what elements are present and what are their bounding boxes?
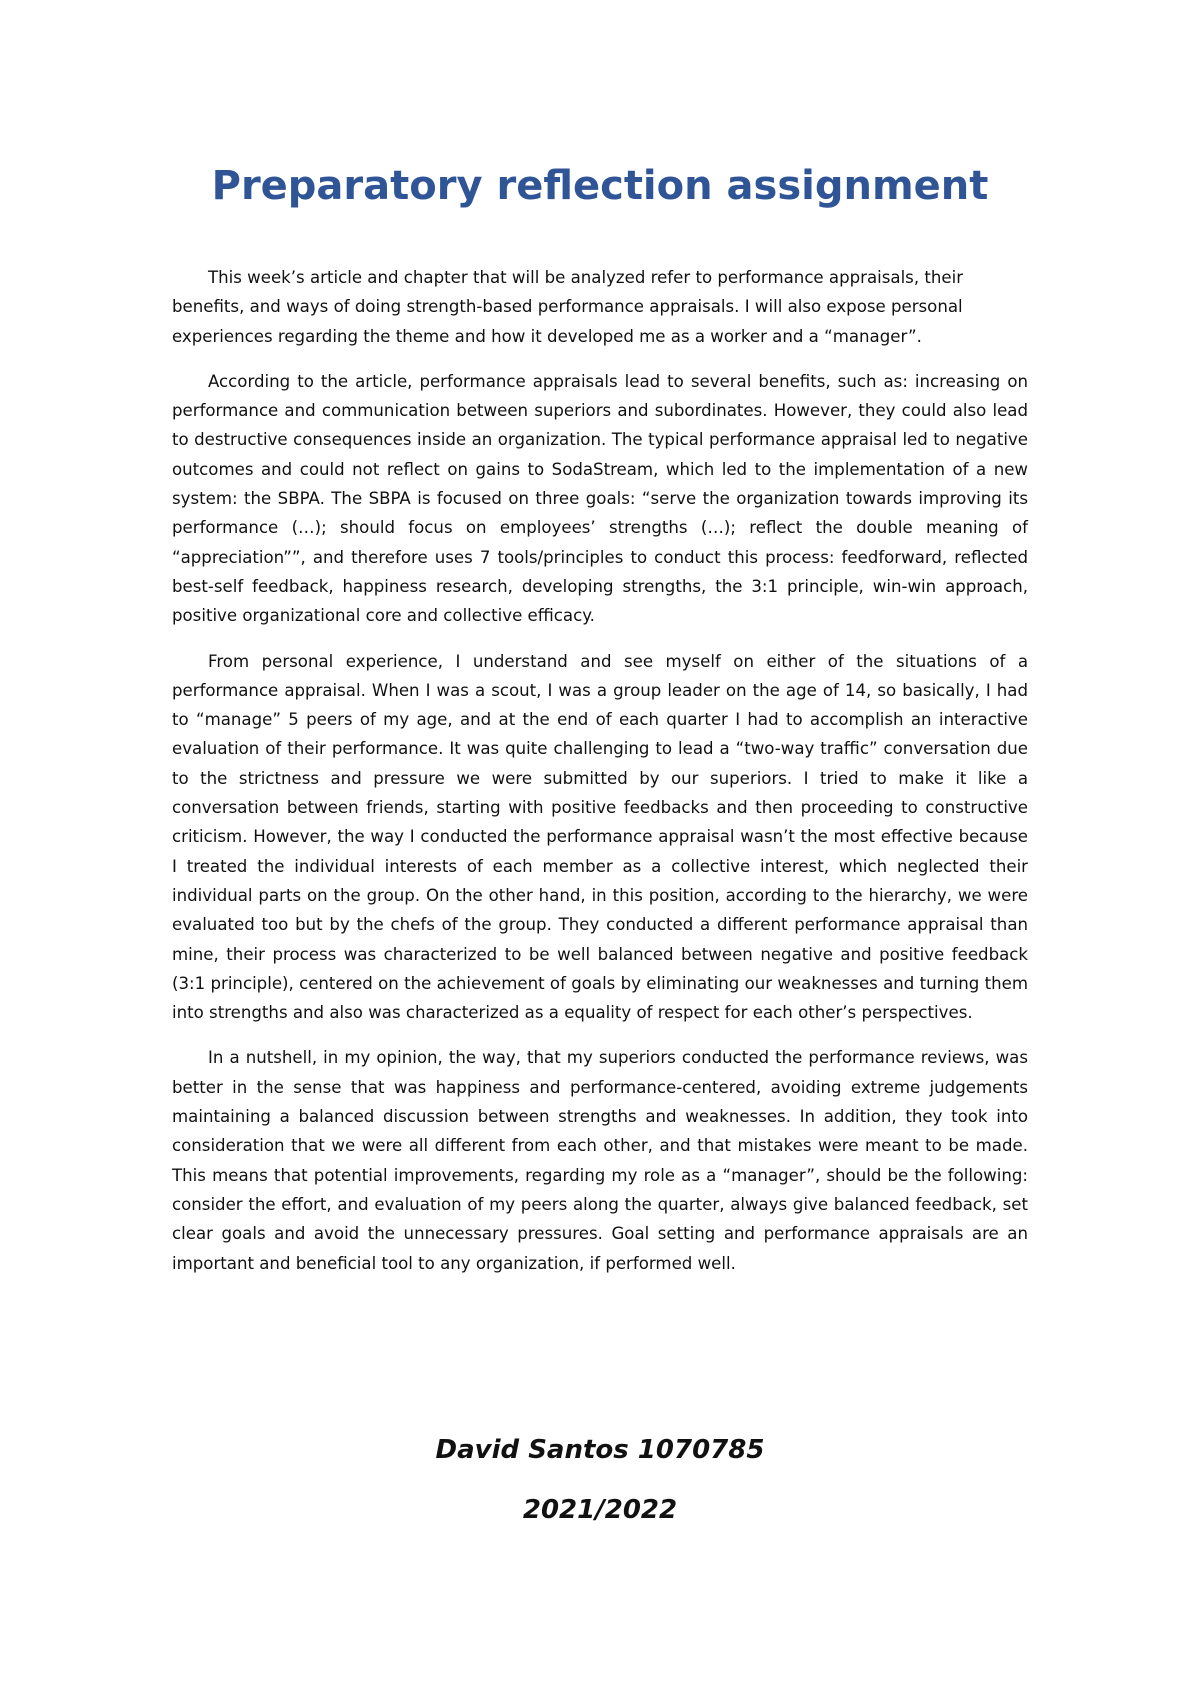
author-signature: David Santos 1070785 [435,1435,765,1465]
page-title: Preparatory reflection assignment [211,163,989,209]
paragraph-article-summary: According to the article, performance appraisals lead to several benefits, such as: increasing on performance and communication between superiors and subordinates. However, they could also lead to destructive consequences inside an organization. The typical performance appraisal led to negative outcomes and could not reflect on gains to SodaStream, which led to the implementation of a new system: the SBPA. The SBPA is focused on three goals: “serve the organization towards improving its performance (…); should focus on employees’ strengths (…); reflect the double meaning of “appreciation””, and therefore uses 7 tools/principles to conduct this process: feedforward, reflected best-self feedback, happiness research, developing strengths, the 3:1 principle, win-win approach, positive organizational core and collective efficacy. [172,371,1028,626]
academic-year: 2021/2022 [522,1495,678,1525]
document-body [172,263,1028,1294]
paragraph-personal-experience: From personal experience, I understand and see myself on either of the situations of a performance appraisal. When I was a scout, I was a group leader on the age of 14, so basically, I had to “manage” 5 peers of my age, and at the end of each quarter I had to accomplish an interactive evaluation of their performance. It was quite challenging to lead a “two-way traffic” conversation due to the strictness and pressure we were submitted by our superiors. I tried to make it like a conversation between friends, starting with positive feedbacks and then proceeding to constructive criticism. However, the way I conducted the performance appraisal wasn’t the most effective because I treated the individual interests of each member as a collective interest, which neglected their individual parts on the group. On the other hand, in this position, according to the hierarchy, we were evaluated too but by the chefs of the group. They conducted a different performance appraisal than mine, their process was characterized to be well balanced between negative and positive feedback (3:1 principle), centered on the achievement of goals by eliminating our weaknesses and turning them into strengths and also was characterized as a equality of respect for each other’s perspectives. [172,651,1028,1023]
paragraph-introduction: This week’s article and chapter that will be analyzed refer to performance appraisals, their benefits, and ways of doing strength-based performance appraisals. I will also expose personal experiences regarding the theme and how it developed me as a worker and a “manager”. [172,268,964,346]
paragraph-conclusion: In a nutshell, in my opinion, the way, that my superiors conducted the performance reviews, was better in the sense that was happiness and performance-centered, avoiding extreme judgements maintaining a balanced discussion between strengths and weaknesses. In addition, they took into consideration that we were all different from each other, and that mistakes were meant to be made. This means that potential improvements, regarding my role as a “manager”, should be the following: consider the effort, and evaluation of my peers along the quarter, always give balanced feedback, set clear goals and avoid the unnecessary pressures. Goal setting and performance appraisals are an important and beneficial tool to any organization, if performed well. [172,1048,1028,1273]
